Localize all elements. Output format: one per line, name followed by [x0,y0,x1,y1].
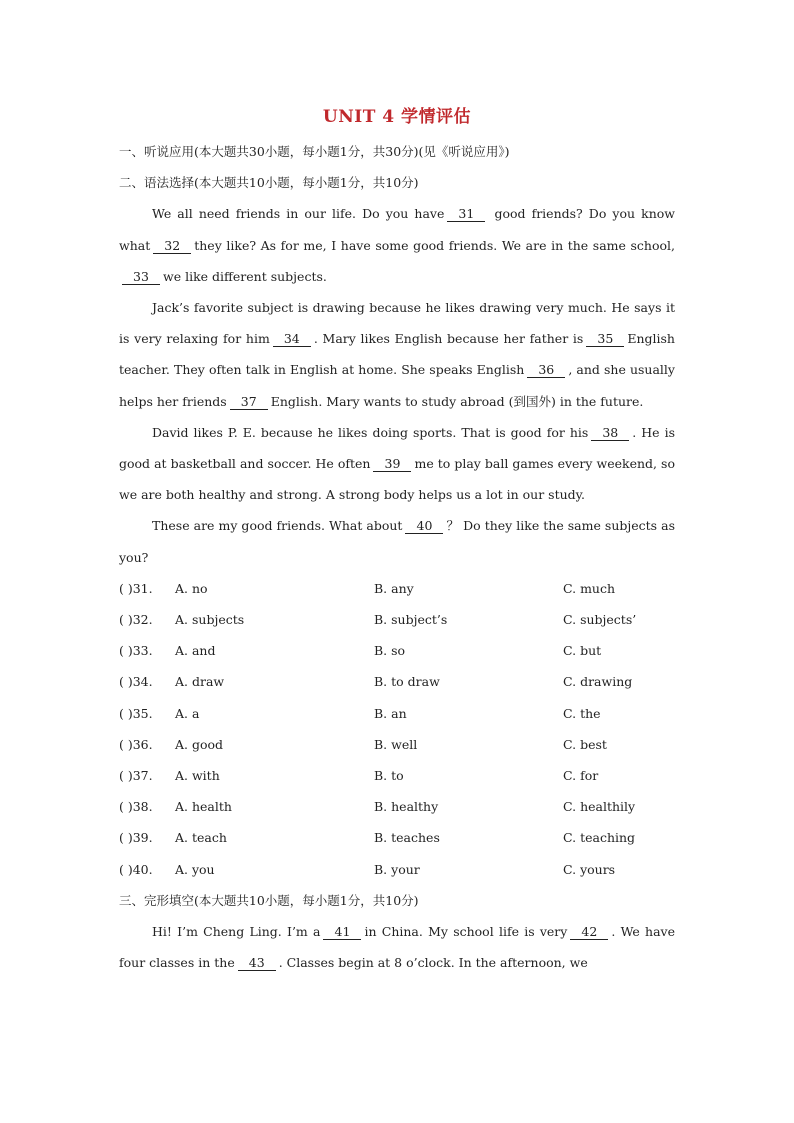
blank-39: 39 [373,457,411,472]
blank-34: 34 [273,332,311,347]
option-a: A. good [175,736,224,752]
option-c: C. best [563,736,607,752]
passage-text: We all need friends in our life. Do you have [152,206,445,222]
option-b: B. subject’s [374,612,448,627]
option-c: C. teaching [563,830,636,846]
option-c: C. for [563,767,599,783]
passage-text: they like? As for me, I have some good friends. We are in the same school, [194,237,675,253]
option-c: C. much [563,580,616,596]
option-a: A. a [175,705,200,721]
passage-paragraph-3 [119,417,675,511]
passage-paragraph-4 [119,510,675,572]
question-number: ( )37. [119,767,153,783]
blank-32: 32 [153,239,191,254]
question-number: ( )40. [119,861,153,877]
question-number: ( )32. [119,612,153,627]
question-number: ( )36. [119,736,153,752]
question-number: ( )31. [119,580,153,596]
option-a: A. with [175,767,220,783]
option-a: A. health [175,799,232,815]
option-b: B. well [374,736,418,752]
passage-text: English teacher. They often talk in English at home. She speaks English [119,331,675,378]
blank-40: 40 [405,519,443,534]
blank-43: 43 [238,956,276,971]
option-c: C. healthily [563,799,636,815]
option-row [119,760,675,791]
passage-text: good friends? Do you know what [119,206,675,253]
blank-41: 41 [323,925,361,940]
blank-42: 42 [570,925,608,940]
blank-33: 33 [122,270,160,285]
option-row [119,698,675,729]
option-b: B. to [374,767,404,783]
passage-text: Hi! I’m Cheng Ling. I’m a [152,923,321,939]
passage-text: . He is good at basketball and soccer. He often [119,424,675,471]
option-c: C. yours [563,861,616,877]
option-row [119,729,675,760]
option-row [119,854,675,885]
option-c: C. the [563,705,601,721]
passage-text: me to play ball games every weekend, so we are both healthy and strong. A strong body helps us a lot in our study. [119,456,675,503]
option-row [119,822,675,853]
option-row [119,791,675,822]
passage-paragraph-2 [119,292,675,417]
section-grammar-heading: 二、语法选择(本大题共10小题，每小题1分，共10分) [119,175,419,191]
option-a: A. you [175,861,215,877]
option-row [119,666,675,697]
option-b: B. any [374,580,414,596]
blank-35: 35 [586,332,624,347]
question-number: ( )34. [119,674,153,690]
passage-text: . Mary likes English because her father is [313,331,584,347]
question-number: ( )38. [119,799,153,815]
passage-text: These are my good friends. What about [152,518,403,534]
option-a: A. subjects [175,612,245,627]
option-b: B. healthy [374,799,439,815]
passage-text: in China. My school life is very [364,923,568,939]
section-cloze-heading: 三、完形填空(本大题共10小题，每小题1分，共10分) [119,892,419,908]
options-list [119,573,675,885]
passage-text: David likes P. E. because he likes doing sports. That is good for his [152,424,589,440]
exam-page [119,102,675,978]
blank-38: 38 [591,426,629,441]
option-c: C. subjects’ [563,612,637,627]
option-a: A. no [175,580,208,596]
option-b: B. to draw [374,674,440,690]
passage-text: we like different subjects. [163,268,327,284]
question-number: ( )39. [119,830,153,846]
option-a: A. and [175,643,216,659]
option-row [119,635,675,666]
passage-text: English. Mary wants to study abroad (到国外) in the future. [270,393,644,409]
question-number: ( )33. [119,643,153,659]
page-title: UNIT 4 学情评估 [322,107,472,127]
option-c: C. but [563,643,602,659]
blank-37: 37 [230,395,268,410]
option-row [119,604,675,635]
passage-text: ？ Do they like the same subjects as you? [119,518,676,565]
blank-36: 36 [527,363,565,378]
option-a: A. teach [175,830,227,846]
option-a: A. draw [175,674,225,690]
passage-paragraph-1 [119,198,675,292]
option-b: B. so [374,643,406,659]
option-c: C. drawing [563,674,633,690]
option-b: B. teaches [374,830,440,846]
option-row [119,573,675,604]
passage-text: . Classes begin at 8 o’clock. In the afternoon, we [278,955,588,971]
blank-31: 31 [447,207,485,222]
passage-text: Jack’s favorite subject is drawing because he likes drawing very much. He says it is very relaxing for him [119,299,675,347]
passage2-paragraph-1 [119,916,675,978]
option-b: B. an [374,705,407,721]
passage-text: , and she usually helps her friends [119,362,675,409]
section-listening-heading: 一、听说应用(本大题共30小题，每小题1分，共30分)(见《听说应用》) [119,144,510,159]
question-number: ( )35. [119,705,153,721]
passage-text: . We have four classes in the [119,923,675,971]
option-b: B. your [374,861,420,877]
